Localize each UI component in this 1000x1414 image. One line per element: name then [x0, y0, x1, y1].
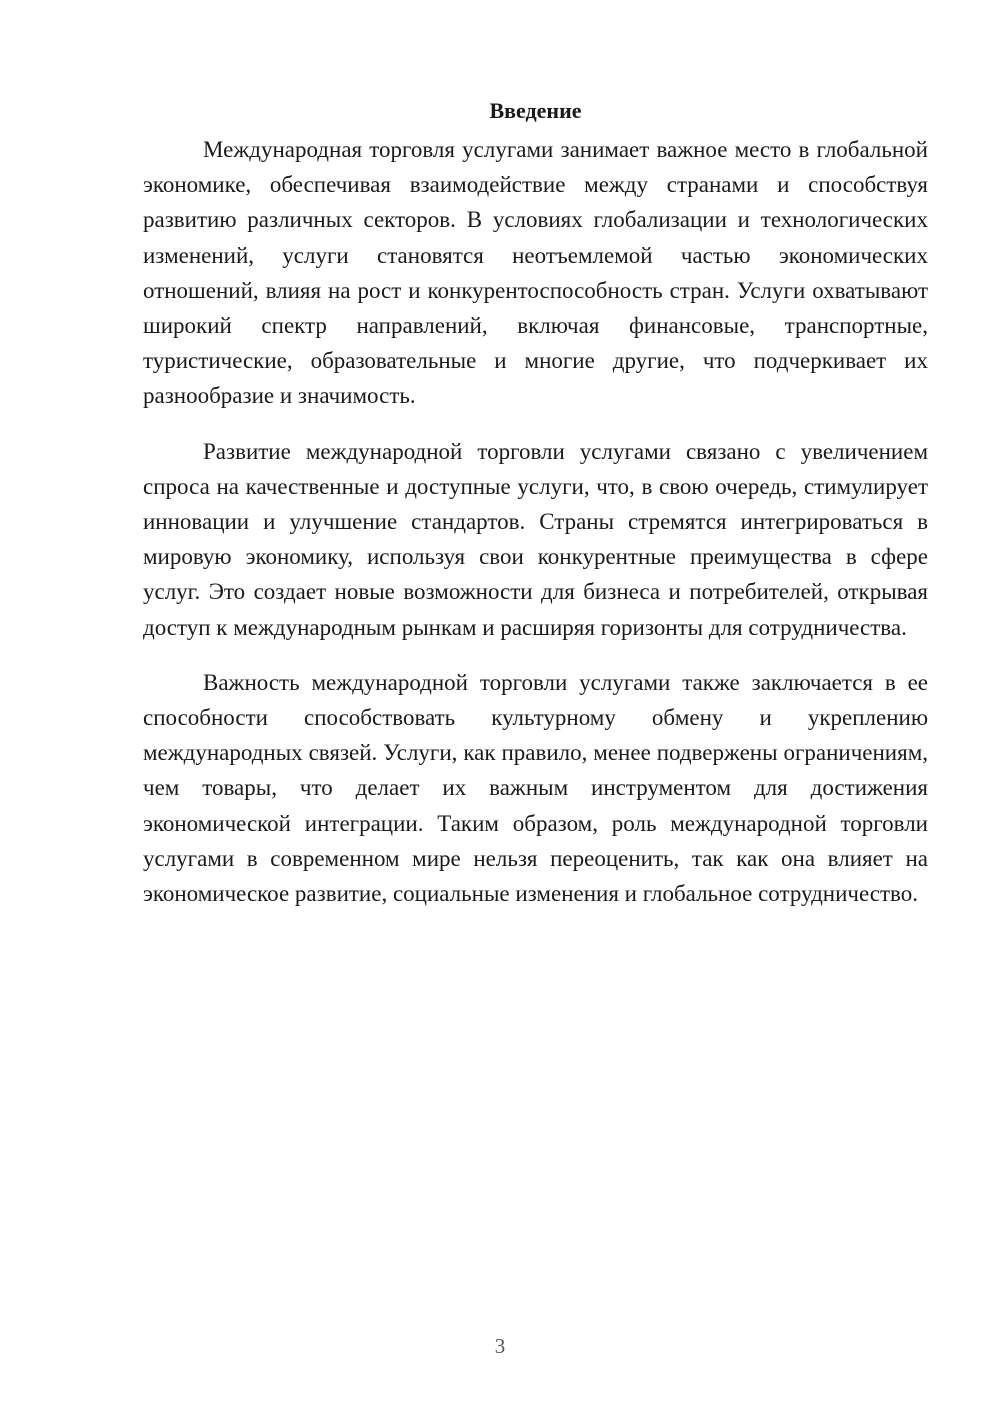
page-number: 3	[494, 1334, 506, 1358]
paragraph-1: Международная торговля услугами занимает важное место в глобальной экономике, обеспечивая взаимодействие между странами и способствуя развитию различных секторов. В условиях глобализации и технологических изменений, услуги становятся неотъемлемой частью экономических отношений, влияя на рост и конкурентоспособность стран. Услуги охватывают широкий спектр направлений, включая финансовые, транспортные, туристические, образовательные и многие другие, что подчеркивает их разнообразие и значимость.	[143, 137, 928, 409]
section-heading: Введение	[489, 98, 582, 123]
paragraph-3: Важность международной торговли услугами также заключается в ее способности способствовать культурному обмену и укреплению международных связей. Услуги, как правило, менее подвержены ограничениям, чем товары, что делает их важным инструментом для достижения экономической интеграции. Таким образом, роль международной торговли услугами в современном мире нельзя переоценить, так как она влияет на экономическое развитие, социальные изменения и глобальное сотрудничество.	[143, 669, 928, 907]
document-page	[143, 96, 928, 931]
paragraph-2: Развитие международной торговли услугами связано с увеличением спроса на качественные и доступные услуги, что, в свою очередь, стимулирует инновации и улучшение стандартов. Страны стремятся интегрироваться в мировую экономику, используя свои конкурентные преимущества в сфере услуг. Это создает новые возможности для бизнеса и потребителей, открывая доступ к международным рынкам и расширяя горизонты для сотрудничества.	[143, 438, 928, 640]
